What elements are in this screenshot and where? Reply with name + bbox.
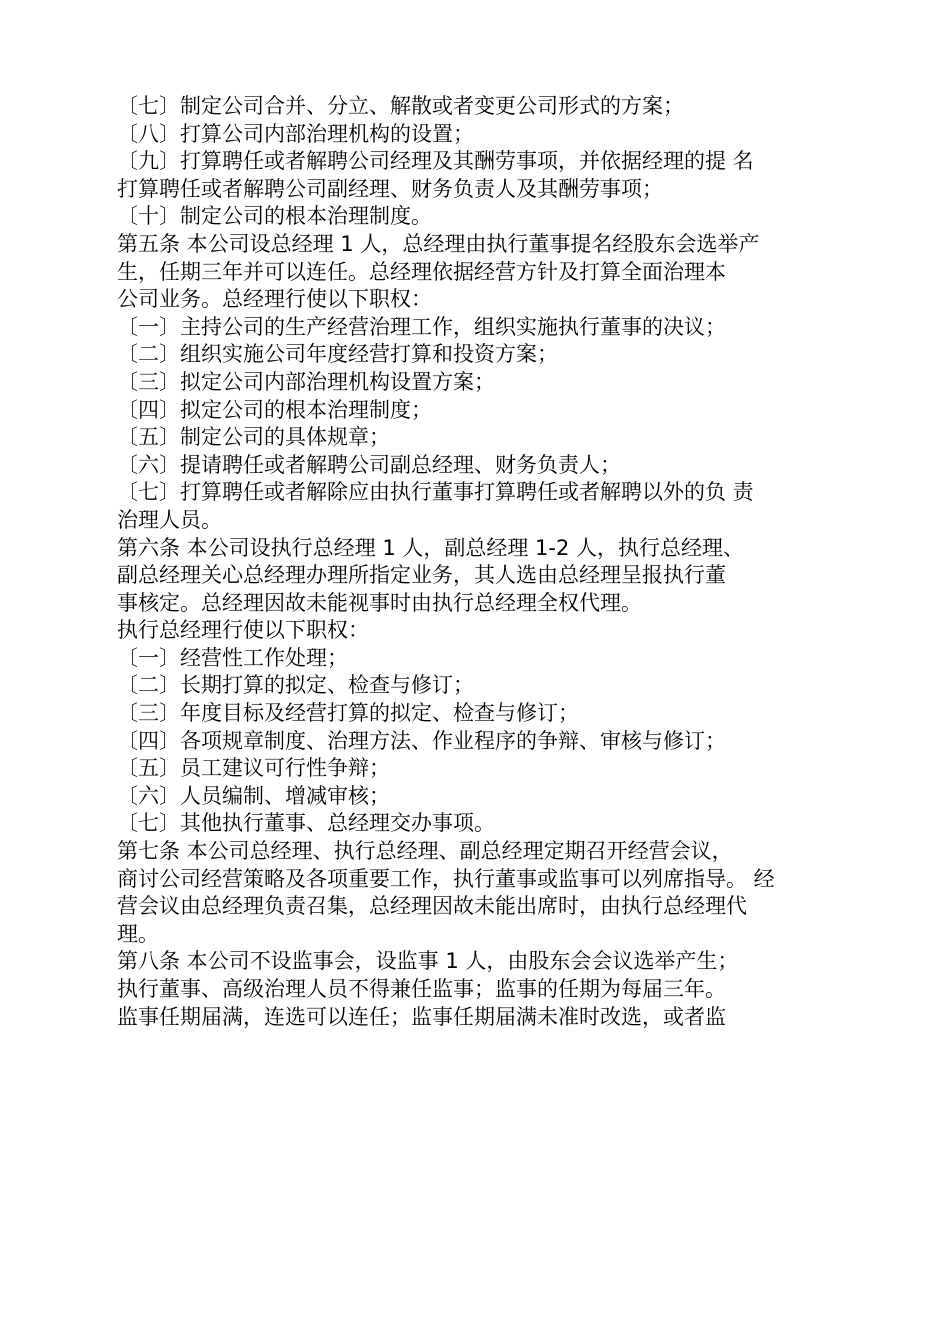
text-line: 〔八〕打算公司内部治理机构的设置； [117,121,474,146]
text-line: 营会议由总经理负责召集，总经理因故未能出席时，由执行总经理代 [117,894,747,919]
text-line: 〔五〕员工建议可行性争辩； [117,756,390,781]
text-line: 执行总经理行使以下职权： [117,618,369,643]
text-line: 〔六〕提请聘任或者解聘公司副总经理、财务负责人； [117,452,621,477]
text-line: 〔十〕制定公司的根本治理制度。 [117,204,432,229]
text-line: 〔一〕经营性工作处理； [117,645,348,670]
text-line: 〔二〕长期打算的拟定、检查与修订； [117,673,474,698]
text-line: 〔六〕人员编制、增减审核； [117,783,390,808]
text-line: 生，任期三年并可以连任。总经理依据经营方针及打算全面治理本 [117,259,726,284]
text-line: 〔九〕打算聘任或者解聘公司经理及其酬劳事项，并依据经理的提 名 [117,149,754,174]
article-8-heading-line: 第八条 本公司不设监事会，设监事 1 人，由股东会会议选举产生； [117,949,739,974]
text-line: 〔四〕拟定公司的根本治理制度； [117,397,432,422]
text-line: 理。 [117,921,159,946]
text-line: 〔二〕组织实施公司年度经营打算和投资方案； [117,342,558,367]
text-line: 〔五〕制定公司的具体规章； [117,425,390,450]
text-line: 商讨公司经营策略及各项重要工作，执行董事或监事可以列席指导。 经 [117,866,775,891]
text-line: 〔一〕主持公司的生产经营治理工作，组织实施执行董事的决议； [117,314,726,339]
text-line: 〔三〕年度目标及经营打算的拟定、检查与修订； [117,701,579,726]
document-body [117,93,837,1031]
text-line: 〔四〕各项规章制度、治理方法、作业程序的争辩、审核与修订； [117,728,726,753]
text-line: 治理人员。 [117,507,222,532]
text-line: 〔七〕打算聘任或者解除应由执行董事打算聘任或者解聘以外的负 责 [117,480,754,505]
article-5-heading-line: 第五条 本公司设总经理 1 人，总经理由执行董事提名经股东会选举产 [117,231,760,256]
article-7-heading-line: 第七条 本公司总经理、执行总经理、副总经理定期召开经营会议， [117,839,733,864]
text-line: 〔七〕其他执行董事、总经理交办事项。 [117,811,495,836]
text-line: 〔七〕制定公司合并、分立、解散或者变更公司形式的方案； [117,94,684,118]
text-line: 公司业务。总经理行使以下职权： [117,287,432,312]
text-line: 〔三〕拟定公司内部治理机构设置方案； [117,369,495,394]
text-line: 监事任期届满，连选可以连任；监事任期届满未准时改选，或者监 [117,1004,726,1029]
text-line: 打算聘任或者解聘公司副经理、财务负责人及其酬劳事项； [117,176,663,201]
text-line: 执行董事、高级治理人员不得兼任监事；监事的任期为每届三年。 [117,977,726,1001]
text-line: 事核定。总经理因故未能视事时由执行总经理全权代理。 [117,590,642,615]
article-6-heading-line: 第六条 本公司设执行总经理 1 人，副总经理 1-2 人，执行总经理、 [117,535,745,560]
text-line: 副总经理关心总经理办理所指定业务，其人选由总经理呈报执行董 [117,563,726,588]
